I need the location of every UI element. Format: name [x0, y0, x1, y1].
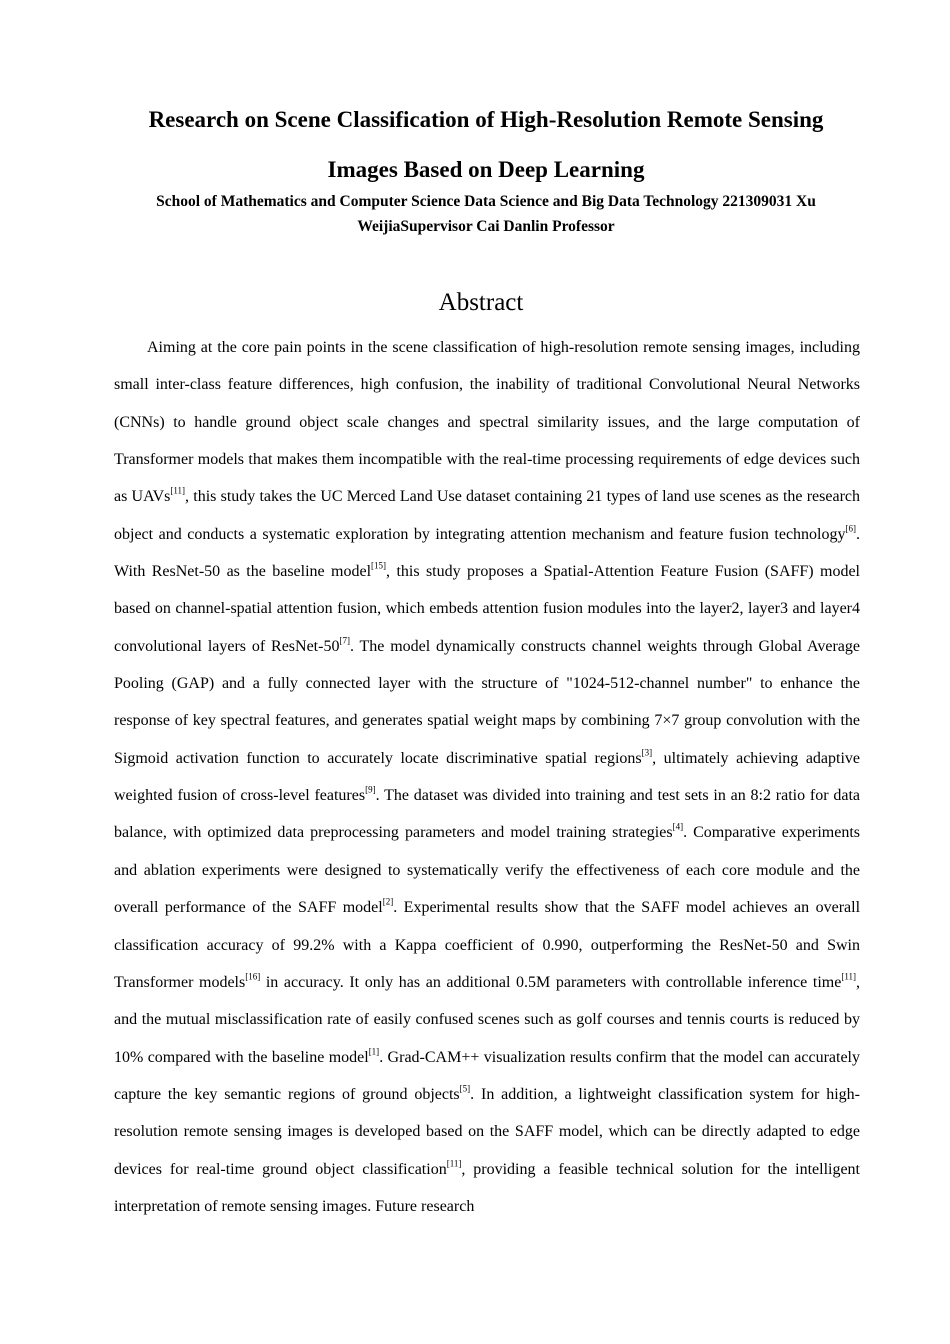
paper-title-line-1: Research on Scene Classification of High-Resolution Remote Sensing [148, 107, 824, 132]
citation-ref: [11] [170, 485, 186, 496]
abstract-text: , this study takes the UC Merced Land Use dataset containing 21 types of land use scenes as the research object and conducts a systematic exploration by integrating attention mechanism and feature fusion technology [114, 488, 860, 543]
citation-ref: [6] [845, 523, 856, 534]
abstract-text: , providing a feasible technical solution for the intelligent interpretation of remote sensing images. Future research [114, 1160, 861, 1215]
abstract-text: , ultimately achieving adaptive weighted fusion of cross-level features [114, 749, 861, 805]
author-affiliation-line-2: WeijiaSupervisor Cai Danlin Professor [357, 218, 615, 235]
citation-ref: [11] [841, 971, 856, 982]
citation-ref: [5] [459, 1083, 471, 1094]
abstract-text: . In addition, a lightweight classification system for high-resolution remote sensing images is developed based on the SAFF model, which can be directly adapted to edge devices for real-time ground object classification [114, 1085, 860, 1178]
paper-title [100, 95, 872, 195]
citation-ref: [1] [368, 1045, 380, 1056]
abstract-text: . Comparative experiments and ablation experiments were designed to systematically verify the effectiveness of each core module and the overall performance of the SAFF model [114, 824, 861, 917]
citation-ref: [16] [245, 971, 261, 982]
abstract-text: in accuracy. It only has an additional 0.5M parameters with controllable inference time [260, 973, 842, 991]
paper-title-line-2: Images Based on Deep Learning [327, 157, 645, 182]
abstract-text: , and the mutual misclassification rate of easily confused scenes such as golf courses and tennis courts is reduced by 10% compared with the baseline model [114, 973, 860, 1066]
author-affiliation-line-1: School of Mathematics and Computer Science Data Science and Big Data Technology 221309031 Xu [156, 193, 816, 210]
citation-ref: [4] [672, 821, 684, 832]
abstract-text: Aiming at the core pain points in the scene classification of high-resolution remote sensing images, including small inter-class feature differences, high confusion, the inability of traditional Convolutional Neural Networks (CNNs) to handle ground object scale changes and spectral similarity issues, and the large computation of Transformer models that makes them incompatible with the real-time processing requirements of edge devices such as UAVs [114, 339, 860, 506]
citation-ref: [15] [371, 560, 387, 571]
abstract-text: . With ResNet-50 as the baseline model [114, 525, 860, 581]
citation-ref: [7] [339, 635, 350, 646]
abstract-text: , this study proposes a Spatial-Attention Feature Fusion (SAFF) model based on channel-spatial attention fusion, which embeds attention fusion modules into the layer2, layer3 and layer4 convolutional layers of ResNet-50 [114, 563, 861, 655]
citation-ref: [3] [641, 747, 653, 758]
author-affiliation [118, 189, 854, 239]
abstract-text: . The model dynamically constructs channel weights through Global Average Pooling (GAP) and a fully connected layer with the structure of "1024-512-channel number" to enhance the response of key spectral features, and generates spatial weight maps by combining 7×7 group convolution with the Sigmoid activation function to accurately locate discriminative spatial regions [114, 637, 861, 767]
abstract-text: . Grad-CAM++ visualization results confirm that the model can accurately capture the key semantic regions of ground objects [114, 1048, 861, 1103]
citation-ref: [9] [365, 784, 376, 795]
abstract-heading: Abstract [438, 289, 524, 316]
abstract-body [114, 329, 860, 1225]
citation-ref: [11] [446, 1157, 462, 1168]
abstract-text: . The dataset was divided into training and test sets in an 8:2 ratio for data balance, with optimized data preprocessing parameters and model training strategies [114, 787, 860, 842]
abstract-text: . Experimental results show that the SAFF model achieves an overall classification accuracy of 99.2% with a Kappa coefficient of 0.990, outperforming the ResNet-50 and Swin Transformer models [114, 899, 861, 991]
citation-ref: [2] [382, 896, 394, 907]
